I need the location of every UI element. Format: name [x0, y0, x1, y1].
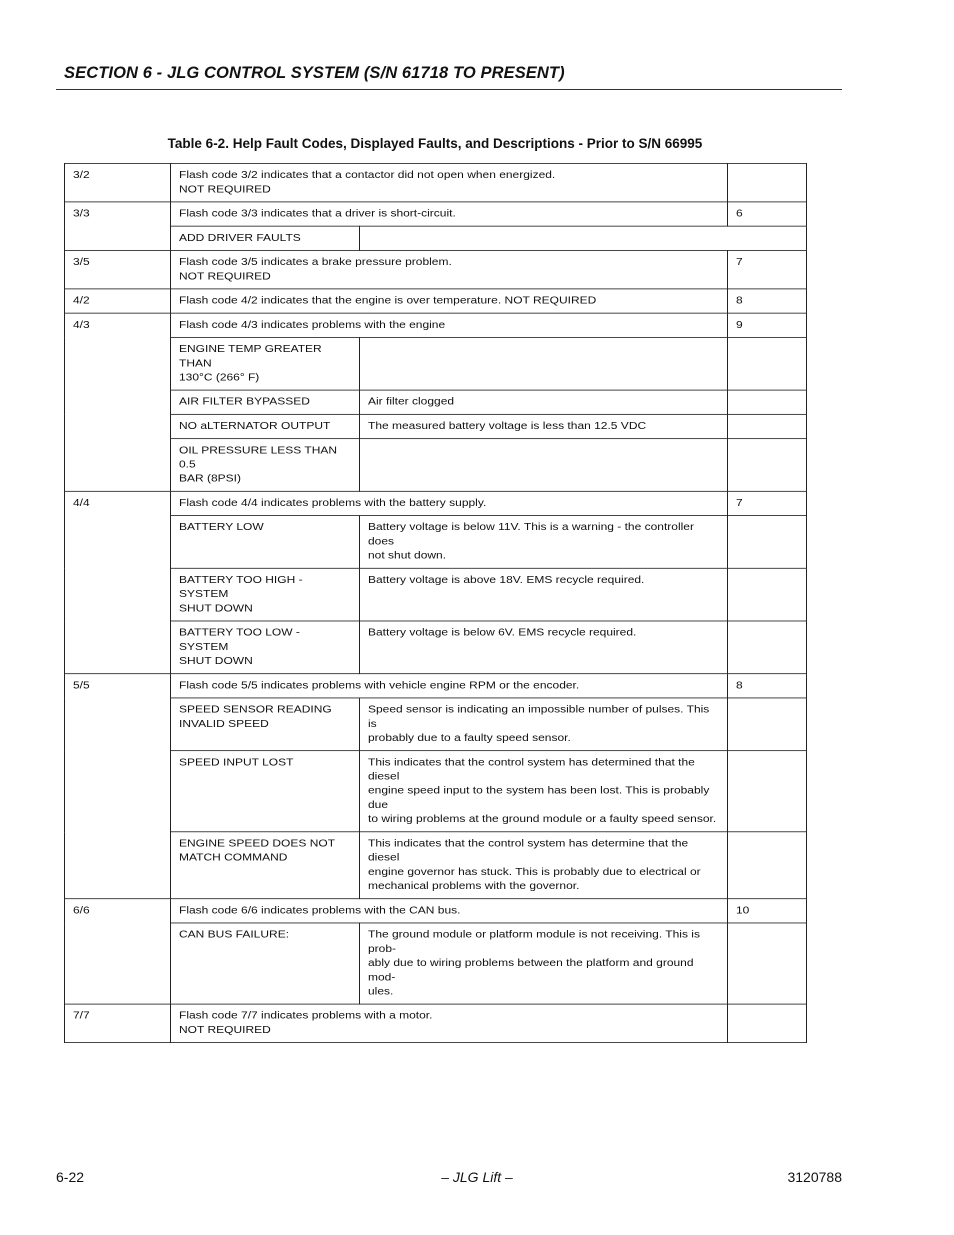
reference-cell: 8 [728, 289, 807, 313]
reference-cell [728, 414, 807, 438]
reference-cell [728, 337, 807, 390]
reference-cell [728, 621, 807, 674]
fault-description-cell: Battery voltage is below 11V. This is a warning - the controller does not shut down. [360, 516, 728, 569]
description-cell: Flash code 4/4 indicates problems with the battery supply. [171, 491, 728, 515]
displayed-fault-cell: SPEED SENSOR READING INVALID SPEED [171, 698, 360, 751]
displayed-fault-cell: OIL PRESSURE LESS THAN 0.5 BAR (8PSI) [171, 439, 360, 492]
displayed-fault-cell: ENGINE TEMP GREATER THAN 130°C (266° F) [171, 337, 360, 390]
flash-code-cell: 3/3 [65, 202, 171, 251]
displayed-fault-cell: CAN BUS FAILURE: [171, 923, 360, 1004]
fault-code-table-body [65, 163, 807, 1042]
reference-cell: 6 [728, 202, 807, 226]
displayed-fault-cell: BATTERY LOW [171, 516, 360, 569]
reference-cell: 7 [728, 250, 807, 288]
reference-cell: 9 [728, 313, 807, 337]
fault-description-cell: The ground module or platform module is not receiving. This is prob- ably due to wiring problems between the platform and ground mod- ules. [360, 923, 728, 1004]
flash-code-cell: 3/5 [65, 250, 171, 288]
fault-code-table [64, 163, 807, 1043]
table-row [65, 516, 807, 569]
fault-description-cell: Air filter clogged [360, 390, 728, 414]
displayed-fault-cell: SPEED INPUT LOST [171, 751, 360, 832]
reference-cell [728, 516, 807, 569]
reference-cell [728, 439, 807, 492]
description-cell: Flash code 3/3 indicates that a driver is short-circuit. [171, 202, 728, 226]
reference-cell [728, 390, 807, 414]
table-row [65, 337, 807, 390]
description-cell: Flash code 5/5 indicates problems with vehicle engine RPM or the encoder. [171, 674, 728, 698]
reference-cell [728, 832, 807, 899]
displayed-fault-cell: AIR FILTER BYPASSED [171, 390, 360, 414]
displayed-fault-cell: BATTERY TOO HIGH - SYSTEM SHUT DOWN [171, 568, 360, 621]
reference-cell [728, 698, 807, 751]
reference-cell [728, 163, 807, 201]
table-row [65, 414, 807, 438]
table-row [65, 568, 807, 621]
reference-cell: 7 [728, 491, 807, 515]
reference-cell [728, 923, 807, 1004]
fault-description-cell [360, 337, 728, 390]
table-row [65, 832, 807, 899]
flash-code-cell: 4/3 [65, 313, 171, 491]
table-row [65, 390, 807, 414]
fault-description-cell: Battery voltage is below 6V. EMS recycle required. [360, 621, 728, 674]
description-cell: Flash code 4/2 indicates that the engine is over temperature. NOT REQUIRED [171, 289, 728, 313]
table-row [65, 899, 807, 923]
table-row [65, 923, 807, 1004]
reference-cell: 10 [728, 899, 807, 923]
header-rule [56, 89, 842, 90]
table-row [65, 751, 807, 832]
document-number: 3120788 [787, 1169, 842, 1185]
table-row [65, 313, 807, 337]
displayed-fault-cell: ADD DRIVER FAULTS [171, 226, 360, 250]
fault-description-cell: Battery voltage is above 18V. EMS recycle required. [360, 568, 728, 621]
description-cell: Flash code 3/5 indicates a brake pressure problem. NOT REQUIRED [171, 250, 728, 288]
table-row [65, 289, 807, 313]
description-cell: Flash code 7/7 indicates problems with a motor. NOT REQUIRED [171, 1004, 728, 1042]
displayed-fault-cell: ENGINE SPEED DOES NOT MATCH COMMAND [171, 832, 360, 899]
table-row [65, 226, 807, 250]
table-row [65, 439, 807, 492]
description-cell: Flash code 4/3 indicates problems with the engine [171, 313, 728, 337]
page-number: 6-22 [56, 1169, 85, 1185]
fault-description-cell [360, 439, 728, 492]
description-cell: Flash code 6/6 indicates problems with the CAN bus. [171, 899, 728, 923]
flash-code-cell: 3/2 [65, 163, 171, 201]
displayed-fault-cell: BATTERY TOO LOW - SYSTEM SHUT DOWN [171, 621, 360, 674]
table-row [65, 621, 807, 674]
flash-code-cell: 5/5 [65, 674, 171, 899]
flash-code-cell: 7/7 [65, 1004, 171, 1042]
table-row [65, 1004, 807, 1042]
reference-cell [728, 1004, 807, 1042]
reference-cell [728, 751, 807, 832]
footer-center-title: – JLG Lift – [441, 1169, 513, 1185]
flash-code-cell: 4/4 [65, 491, 171, 673]
section-header: SECTION 6 - JLG CONTROL SYSTEM (S/N 61718 TO PRESENT) [64, 64, 565, 82]
fault-description-cell [360, 226, 807, 250]
fault-description-cell: The measured battery voltage is less than 12.5 VDC [360, 414, 728, 438]
table-row [65, 163, 807, 201]
displayed-fault-cell: NO aLTERNATOR OUTPUT [171, 414, 360, 438]
reference-cell: 8 [728, 674, 807, 698]
fault-description-cell: Speed sensor is indicating an impossible number of pulses. This is probably due to a faulty speed sensor. [360, 698, 728, 751]
flash-code-cell: 6/6 [65, 899, 171, 1004]
reference-cell [728, 568, 807, 621]
flash-code-cell: 4/2 [65, 289, 171, 313]
description-cell: Flash code 3/2 indicates that a contactor did not open when energized. NOT REQUIRED [171, 163, 728, 201]
table-row [65, 491, 807, 515]
table-row [65, 202, 807, 226]
table-row [65, 674, 807, 698]
table-row [65, 698, 807, 751]
fault-description-cell: This indicates that the control system has determine that the diesel engine governor has stuck. This is probably due to electrical or mechanical problems with the governor. [360, 832, 728, 899]
table-row [65, 250, 807, 288]
fault-description-cell: This indicates that the control system has determined that the diesel engine speed input to the system has been lost. This is probably due to wiring problems at the ground module or a faulty speed sensor. [360, 751, 728, 832]
table-title: Table 6-2. Help Fault Codes, Displayed Faults, and Descriptions - Prior to S/N 66995 [167, 136, 703, 151]
